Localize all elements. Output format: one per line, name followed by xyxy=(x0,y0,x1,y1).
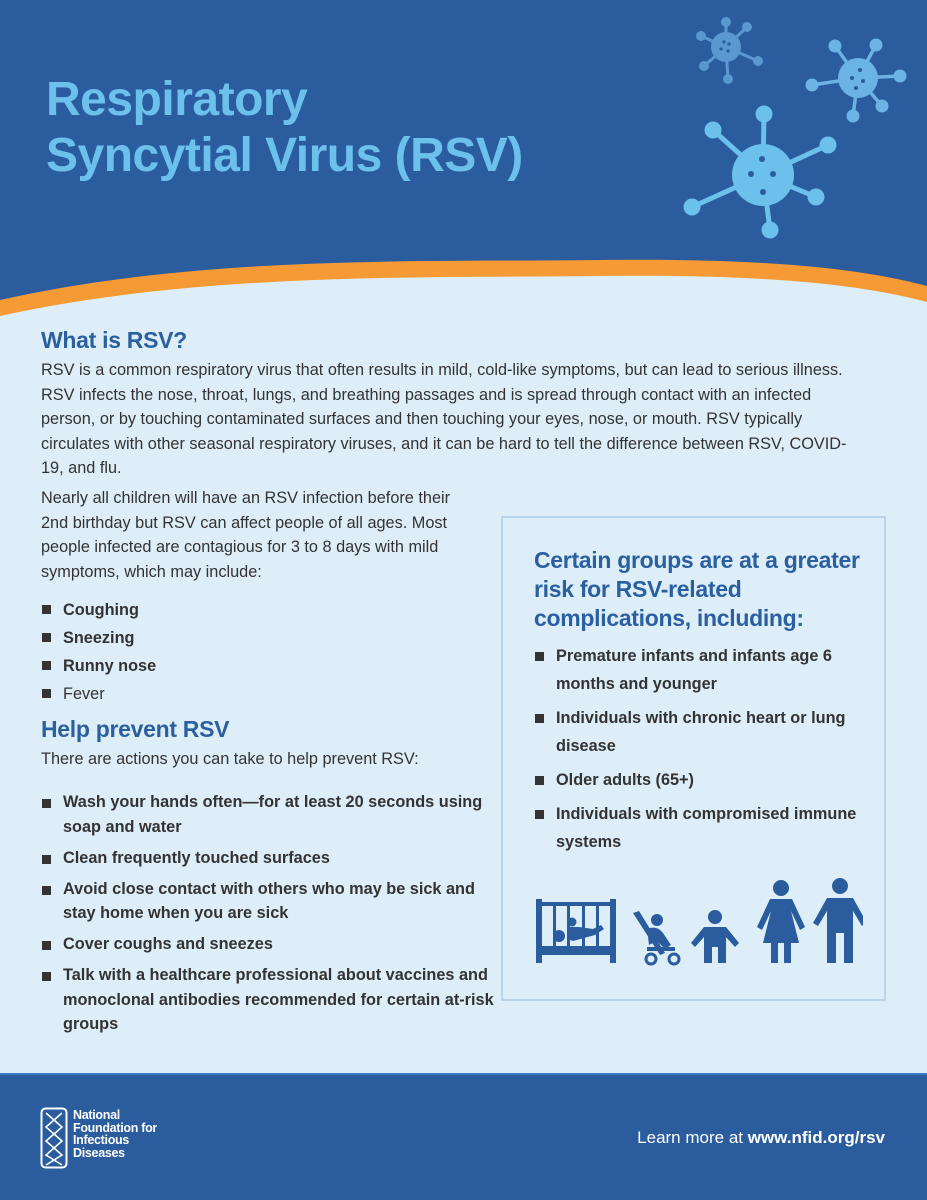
prevention-list xyxy=(41,790,501,1043)
risk-group-item: Individuals with chronic heart or lung disease xyxy=(534,704,874,760)
age-groups-illustration xyxy=(533,863,863,973)
symptom-item: Runny nose xyxy=(41,652,481,680)
risk-groups-list xyxy=(534,642,874,862)
children-body: Nearly all children will have an RSV infection before their 2nd birthday but RSV can affect people of all ages. Most people infected are contagious for 3 to 8 days with mild symptoms, which may include: xyxy=(41,489,451,581)
what-is-rsv-body: RSV is a common respiratory virus that often results in mild, cold-like symptoms, but can lead to serious illness. RSV infects the nose, throat, lungs, and breathing passages and is spread through contact with an infected person, or by touching contaminated surfaces and then touching your eyes, nose, or mouth. RSV typically circulates with other seasonal respiratory viruses, and it can be hard to tell the difference between RSV, COVID-19, and flu. xyxy=(41,361,847,477)
dna-helix-icon xyxy=(40,1107,68,1169)
prevention-item: Cover coughs and sneezes xyxy=(41,932,501,957)
help-prevent-heading: Help prevent RSV xyxy=(41,716,230,742)
logo-line: Infectious xyxy=(73,1133,130,1147)
child-icon xyxy=(691,910,739,963)
page-title xyxy=(46,72,523,184)
title-line-1: Respiratory xyxy=(46,73,308,126)
woman-icon xyxy=(757,880,805,963)
learn-more-prefix: Learn more at xyxy=(637,1128,748,1147)
virus-icon-small xyxy=(688,14,768,86)
prevention-item: Clean frequently touched surfaces xyxy=(41,846,501,871)
symptom-item: Sneezing xyxy=(41,624,481,652)
logo-line: Foundation for xyxy=(73,1120,157,1135)
learn-more-link[interactable]: www.nfid.org/rsv xyxy=(747,1128,885,1147)
risk-group-item: Premature infants and infants age 6 months and younger xyxy=(534,642,874,698)
logo-line: National xyxy=(73,1108,120,1122)
title-line-2: Syncytial Virus (RSV) xyxy=(46,129,523,182)
stroller-toddler-icon xyxy=(633,911,679,964)
risk-group-item: Individuals with compromised immune systems xyxy=(534,800,874,856)
logo-line: Diseases xyxy=(73,1145,125,1160)
symptom-item: Coughing xyxy=(41,596,481,624)
learn-more-text xyxy=(637,1128,885,1148)
prevention-item: Avoid close contact with others who may be sick and stay home when you are sick xyxy=(41,877,501,926)
help-prevent-intro: There are actions you can take to help prevent RSV: xyxy=(41,750,419,768)
man-icon xyxy=(813,878,863,963)
what-is-rsv-heading: What is RSV? xyxy=(41,327,187,353)
risk-groups-heading: Certain groups are at a greater risk for RSV-related complications, including: xyxy=(534,547,860,631)
header-banner xyxy=(0,0,927,330)
risk-groups-box xyxy=(501,516,886,1001)
prevention-item: Talk with a healthcare professional about vaccines and monoclonal antibodies recommended for certain at-risk groups xyxy=(41,963,501,1037)
virus-icon-large xyxy=(680,100,840,246)
crib-infant-icon xyxy=(536,899,616,963)
risk-group-item: Older adults (65+) xyxy=(534,766,874,794)
nfid-logo[interactable] xyxy=(40,1107,157,1169)
symptom-item: Fever xyxy=(41,680,481,708)
children-section xyxy=(41,486,481,708)
logo-text xyxy=(73,1109,157,1159)
footer xyxy=(0,1073,927,1200)
prevention-item: Wash your hands often—for at least 20 seconds using soap and water xyxy=(41,790,501,839)
symptoms-list xyxy=(41,596,481,708)
